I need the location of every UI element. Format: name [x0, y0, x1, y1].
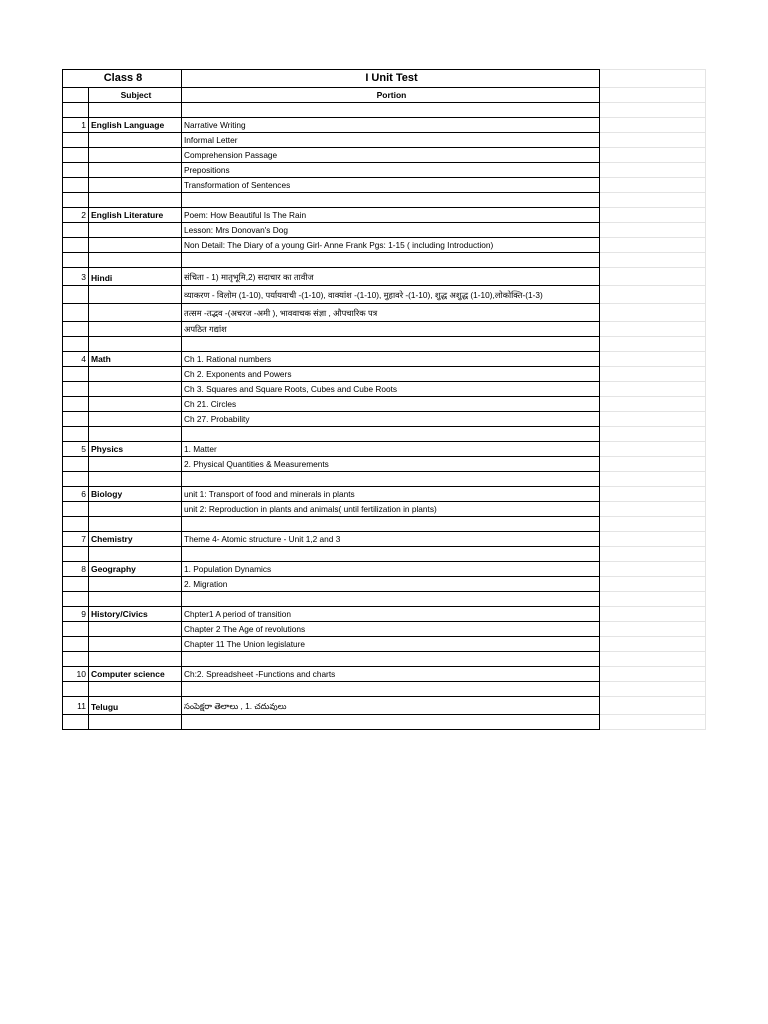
subject-cell — [89, 193, 182, 208]
subject-cell — [89, 322, 182, 337]
table-row — [63, 193, 706, 208]
empty-grid-cell — [600, 193, 706, 208]
empty-grid-cell — [600, 715, 706, 730]
row-number — [63, 238, 89, 253]
table-row — [63, 304, 706, 322]
empty-grid-cell — [600, 223, 706, 238]
row-number — [63, 322, 89, 337]
subject-cell: Computer science — [89, 667, 182, 682]
portion-cell: Chpter1 A period of transition — [182, 607, 600, 622]
empty-grid-cell — [600, 268, 706, 286]
empty-grid-cell — [600, 427, 706, 442]
subject-cell — [89, 682, 182, 697]
table-row — [63, 472, 706, 487]
row-number — [63, 457, 89, 472]
row-number — [63, 193, 89, 208]
portion-cell: Chapter 11 The Union legislature — [182, 637, 600, 652]
row-number — [63, 577, 89, 592]
table-row — [63, 163, 706, 178]
portion-cell: Ch 21. Circles — [182, 397, 600, 412]
row-number: 10 — [63, 667, 89, 682]
portion-cell: Ch 1. Rational numbers — [182, 352, 600, 367]
row-number: 3 — [63, 268, 89, 286]
empty-grid-cell — [600, 472, 706, 487]
empty-grid-cell — [600, 367, 706, 382]
portion-cell — [182, 472, 600, 487]
row-number: 8 — [63, 562, 89, 577]
portion-cell: 2. Migration — [182, 577, 600, 592]
table-row — [63, 148, 706, 163]
empty-grid-cell — [600, 592, 706, 607]
row-number — [63, 286, 89, 304]
test-title: I Unit Test — [182, 70, 600, 88]
row-number — [63, 133, 89, 148]
portion-cell: Ch 3. Squares and Square Roots, Cubes and Cube Roots — [182, 382, 600, 397]
portion-cell: तत्सम -तद्भव -(अचरज -अमी ), भाववाचक संज्ञा , औपचारिक पत्र — [182, 304, 600, 322]
empty-grid-cell — [600, 412, 706, 427]
subject-cell — [89, 103, 182, 118]
portion-cell: Transformation of Sentences — [182, 178, 600, 193]
empty-grid-cell — [600, 286, 706, 304]
row-number: 5 — [63, 442, 89, 457]
table-row — [63, 286, 706, 304]
empty-grid-cell — [600, 637, 706, 652]
portion-cell: Ch:2. Spreadsheet -Functions and charts — [182, 667, 600, 682]
table-row — [63, 667, 706, 682]
table-row — [63, 322, 706, 337]
table-row — [63, 412, 706, 427]
empty-grid-cell — [600, 532, 706, 547]
table-row — [63, 103, 706, 118]
empty-grid-cell — [600, 238, 706, 253]
subject-cell: History/Civics — [89, 607, 182, 622]
row-number — [63, 304, 89, 322]
portion-cell: Ch 27. Probability — [182, 412, 600, 427]
row-number — [63, 178, 89, 193]
subject-cell: Biology — [89, 487, 182, 502]
subject-cell: Geography — [89, 562, 182, 577]
subject-cell: English Literature — [89, 208, 182, 223]
table-row — [63, 178, 706, 193]
empty-grid-cell — [600, 352, 706, 367]
empty-grid-cell — [600, 622, 706, 637]
subject-cell — [89, 223, 182, 238]
row-number — [63, 682, 89, 697]
portion-cell — [182, 682, 600, 697]
portion-cell: Lesson: Mrs Donovan's Dog — [182, 223, 600, 238]
row-number — [63, 622, 89, 637]
empty-grid-cell — [600, 253, 706, 268]
portion-cell: unit 1: Transport of food and minerals in plants — [182, 487, 600, 502]
portion-cell: 1. Matter — [182, 442, 600, 457]
row-number: 11 — [63, 697, 89, 715]
table-row — [63, 367, 706, 382]
subject-cell — [89, 427, 182, 442]
row-number — [63, 637, 89, 652]
table-row — [63, 697, 706, 715]
subject-cell — [89, 412, 182, 427]
portion-cell — [182, 547, 600, 562]
table-row — [63, 337, 706, 352]
table-row — [63, 652, 706, 667]
table-row — [63, 382, 706, 397]
portion-cell — [182, 193, 600, 208]
empty-grid-cell — [600, 304, 706, 322]
subject-cell — [89, 547, 182, 562]
subject-cell — [89, 502, 182, 517]
table-row — [63, 502, 706, 517]
subject-cell — [89, 304, 182, 322]
empty-grid-cell — [600, 382, 706, 397]
row-number: 6 — [63, 487, 89, 502]
table-row — [63, 487, 706, 502]
row-number: 7 — [63, 532, 89, 547]
portion-cell — [182, 715, 600, 730]
row-number — [63, 382, 89, 397]
empty-grid-cell — [600, 577, 706, 592]
empty-grid-cell — [600, 397, 706, 412]
portion-cell — [182, 652, 600, 667]
row-number — [63, 163, 89, 178]
table-row — [63, 442, 706, 457]
portion-cell: 2. Physical Quantities & Measurements — [182, 457, 600, 472]
subject-cell — [89, 148, 182, 163]
portion-cell: Prepositions — [182, 163, 600, 178]
portion-cell: अपठित गद्यांश — [182, 322, 600, 337]
empty-grid-cell — [600, 682, 706, 697]
portion-cell: 1. Population Dynamics — [182, 562, 600, 577]
subject-cell — [89, 337, 182, 352]
table-row — [63, 223, 706, 238]
subject-cell — [89, 286, 182, 304]
empty-grid-cell — [600, 103, 706, 118]
subject-cell — [89, 622, 182, 637]
subject-cell — [89, 382, 182, 397]
row-number — [63, 715, 89, 730]
row-number — [63, 253, 89, 268]
portion-cell — [182, 337, 600, 352]
empty-grid-cell — [600, 322, 706, 337]
subject-cell — [89, 253, 182, 268]
portion-cell: व्याकरण - विलोम (1-10), पर्यायवाची -(1-10), वाक्यांश -(1-10), मुहावरे -(1-10), शुद्ध अशुद्ध (1-10),लोकोक्ति-(1-3) — [182, 286, 600, 304]
row-number — [63, 103, 89, 118]
portion-cell: Comprehension Passage — [182, 148, 600, 163]
row-number — [63, 412, 89, 427]
empty-grid-cell — [600, 457, 706, 472]
subject-cell: Math — [89, 352, 182, 367]
column-header-row — [63, 88, 706, 103]
subject-cell — [89, 367, 182, 382]
row-number: 4 — [63, 352, 89, 367]
empty-grid-cell — [600, 337, 706, 352]
table-row — [63, 427, 706, 442]
row-number — [63, 367, 89, 382]
empty-grid-cell — [600, 607, 706, 622]
empty-grid-cell — [600, 502, 706, 517]
portion-cell — [182, 517, 600, 532]
subject-cell — [89, 472, 182, 487]
row-number: 2 — [63, 208, 89, 223]
portion-cell — [182, 427, 600, 442]
empty-grid-cell — [600, 667, 706, 682]
empty-grid-cell — [600, 208, 706, 223]
empty-grid-cell — [600, 133, 706, 148]
empty-grid-cell — [600, 487, 706, 502]
subject-cell — [89, 238, 182, 253]
portion-cell: संचिता - 1) मातृभूमि,2) सदाचार का तावीज — [182, 268, 600, 286]
portion-cell: Ch 2. Exponents and Powers — [182, 367, 600, 382]
title-row — [63, 70, 706, 88]
table-row — [63, 607, 706, 622]
portion-cell: Chapter 2 The Age of revolutions — [182, 622, 600, 637]
table-row — [63, 397, 706, 412]
portion-cell — [182, 253, 600, 268]
row-number — [63, 592, 89, 607]
portion-cell: Narrative Writing — [182, 118, 600, 133]
empty-grid-cell — [600, 697, 706, 715]
table-row — [63, 577, 706, 592]
subject-cell — [89, 163, 182, 178]
number-header-cell — [63, 88, 89, 103]
table-row — [63, 268, 706, 286]
table-row — [63, 208, 706, 223]
empty-grid-cell — [600, 562, 706, 577]
subject-header: Subject — [89, 88, 182, 103]
subject-cell — [89, 592, 182, 607]
subject-cell — [89, 715, 182, 730]
portion-header: Portion — [182, 88, 600, 103]
subject-cell — [89, 178, 182, 193]
portion-cell: Non Detail: The Diary of a young Girl- Anne Frank Pgs: 1-15 ( including Introduction) — [182, 238, 600, 253]
row-number — [63, 547, 89, 562]
row-number — [63, 502, 89, 517]
empty-grid-cell — [600, 652, 706, 667]
row-number — [63, 427, 89, 442]
empty-grid-cell — [600, 118, 706, 133]
table-row — [63, 682, 706, 697]
subject-cell — [89, 637, 182, 652]
row-number — [63, 223, 89, 238]
portion-cell: unit 2: Reproduction in plants and animals( until fertilization in plants) — [182, 502, 600, 517]
table-row — [63, 532, 706, 547]
row-number — [63, 337, 89, 352]
table-row — [63, 457, 706, 472]
empty-grid-cell — [600, 88, 706, 103]
row-number — [63, 397, 89, 412]
portion-cell — [182, 103, 600, 118]
subject-cell: Telugu — [89, 697, 182, 715]
table-row — [63, 253, 706, 268]
table-row — [63, 547, 706, 562]
portion-cell: Poem: How Beautiful Is The Rain — [182, 208, 600, 223]
portion-cell — [182, 592, 600, 607]
empty-grid-cell — [600, 163, 706, 178]
subject-cell — [89, 652, 182, 667]
class-label: Class 8 — [63, 70, 182, 88]
table-row — [63, 637, 706, 652]
empty-grid-cell — [600, 442, 706, 457]
table-row — [63, 118, 706, 133]
row-number: 1 — [63, 118, 89, 133]
table-row — [63, 622, 706, 637]
empty-grid-cell — [600, 148, 706, 163]
empty-grid-cell — [600, 547, 706, 562]
empty-grid-cell — [600, 70, 706, 88]
subject-cell — [89, 577, 182, 592]
portion-cell: సంపెక్షరా తెలాలు , 1. చదువులు — [182, 697, 600, 715]
row-number — [63, 517, 89, 532]
subject-cell: English Language — [89, 118, 182, 133]
table-row — [63, 517, 706, 532]
portion-cell: Informal Letter — [182, 133, 600, 148]
unit-test-portion-table — [62, 69, 706, 730]
row-number — [63, 652, 89, 667]
table-row — [63, 715, 706, 730]
subject-cell — [89, 133, 182, 148]
subject-cell: Physics — [89, 442, 182, 457]
subject-cell: Hindi — [89, 268, 182, 286]
portion-cell: Theme 4- Atomic structure - Unit 1,2 and 3 — [182, 532, 600, 547]
table-row — [63, 592, 706, 607]
row-number — [63, 472, 89, 487]
row-number: 9 — [63, 607, 89, 622]
empty-grid-cell — [600, 517, 706, 532]
row-number — [63, 148, 89, 163]
table-row — [63, 562, 706, 577]
table-row — [63, 133, 706, 148]
subject-cell: Chemistry — [89, 532, 182, 547]
subject-cell — [89, 397, 182, 412]
table-row — [63, 352, 706, 367]
table-row — [63, 238, 706, 253]
empty-grid-cell — [600, 178, 706, 193]
subject-cell — [89, 457, 182, 472]
subject-cell — [89, 517, 182, 532]
